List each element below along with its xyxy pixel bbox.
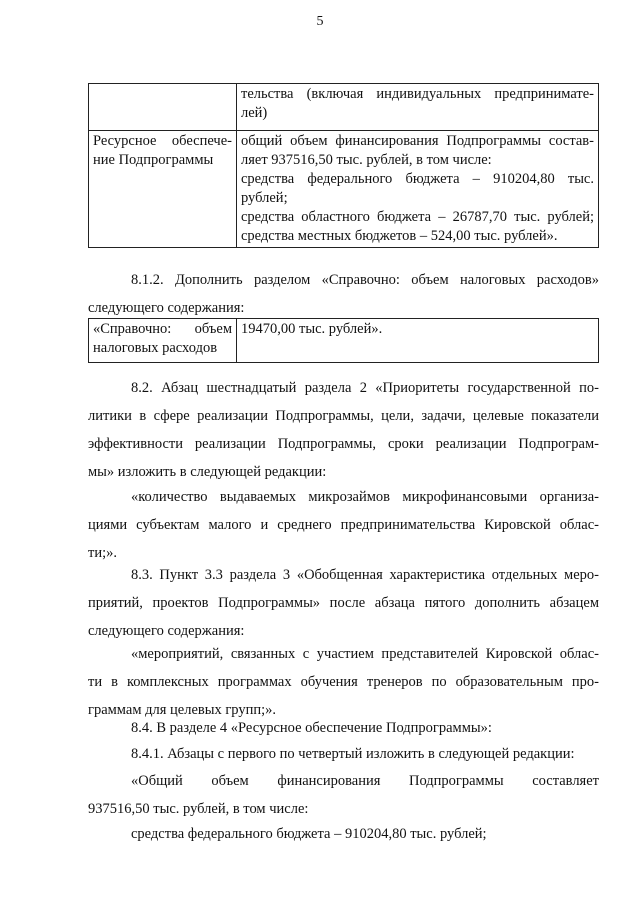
cell-line: Ресурсное обеспече- xyxy=(93,133,232,149)
text-line: 8.1.2. Дополнить разделом «Справочно: объем налоговых расходов» xyxy=(131,272,599,288)
table-cell xyxy=(237,131,599,248)
cell-line: средства областного бюджета – 26787,70 тыс. рублей; xyxy=(241,209,594,225)
paragraph-8-2 xyxy=(88,374,599,486)
text-line: граммам для целевых групп;». xyxy=(88,702,277,718)
table-row xyxy=(89,84,599,131)
page-number: 5 xyxy=(316,14,324,29)
text-line: 8.4.1. Абзацы с первого по четвертый изложить в следующей редакции: xyxy=(131,746,575,762)
cell-line: средства местных бюджетов – 524,00 тыс. рублей». xyxy=(241,228,558,244)
text-line: следующего содержания: xyxy=(88,300,245,316)
text-line: «количество выдаваемых микрозаймов микрофинансовыми организа- xyxy=(131,489,599,505)
quote-8-4-1-federal xyxy=(88,820,599,848)
cell-line: лей) xyxy=(241,105,268,121)
table-cell xyxy=(237,84,599,131)
text-line: средства федерального бюджета – 910204,80 тыс. рублей; xyxy=(131,826,487,842)
text-line: циями субъектам малого и среднего предпринимательства Кировской облас- xyxy=(88,517,599,533)
paragraph-8-3 xyxy=(88,561,599,645)
cell-line: ляет 937516,50 тыс. рублей, в том числе: xyxy=(241,152,492,168)
cell-line: ние Подпрограммы xyxy=(93,152,214,168)
table-cell: 19470,00 тыс. рублей». xyxy=(237,319,599,363)
text-line: «Общий объем финансирования Подпрограммы составляет xyxy=(131,773,599,789)
quote-8-2 xyxy=(88,483,599,567)
tax-expenses-table xyxy=(88,318,599,363)
table-cell-empty xyxy=(89,84,237,131)
quote-8-4-1 xyxy=(88,767,599,823)
text-line: ти;». xyxy=(88,545,117,561)
cell-line: тельства (включая индивидуальных предпринимате- xyxy=(241,86,594,102)
quote-8-3 xyxy=(88,640,599,724)
table-row xyxy=(89,131,599,248)
text-line: следующего содержания: xyxy=(88,623,245,639)
text-line: мы» изложить в следующей редакции: xyxy=(88,464,327,480)
paragraph-8-4-1 xyxy=(88,740,599,768)
resource-table xyxy=(88,83,599,248)
text-line: приятий, проектов Подпрограммы» после абзаца пятого дополнить абзацем xyxy=(88,595,599,611)
text-line: 8.3. Пункт 3.3 раздела 3 «Обобщенная характеристика отдельных меро- xyxy=(131,567,599,583)
table-cell-label xyxy=(89,131,237,248)
table-row xyxy=(89,319,599,363)
cell-line: «Справочно: объем xyxy=(93,321,232,337)
text-line: литики в сфере реализации Подпрограммы, цели, задачи, целевые показатели xyxy=(88,408,599,424)
cell-line: налоговых расходов xyxy=(93,340,218,356)
table-cell-label xyxy=(89,319,237,363)
paragraph-8-4 xyxy=(88,714,599,742)
text-line: 937516,50 тыс. рублей, в том числе: xyxy=(88,801,309,817)
text-line: 8.4. В разделе 4 «Ресурсное обеспечение Подпрограммы»: xyxy=(131,720,492,736)
text-line: эффективности реализации Подпрограммы, сроки реализации Подпрограм- xyxy=(88,436,599,452)
cell-line: общий объем финансирования Подпрограммы состав- xyxy=(241,133,594,149)
text-line: «мероприятий, связанных с участием представителей Кировской облас- xyxy=(131,646,599,662)
paragraph-8-1-2 xyxy=(88,266,599,322)
cell-line: рублей; xyxy=(241,190,288,206)
text-line: ти в комплексных программах обучения тренеров по образовательным про- xyxy=(88,674,599,690)
text-line: 8.2. Абзац шестнадцатый раздела 2 «Приоритеты государственной по- xyxy=(131,380,599,396)
cell-line: средства федерального бюджета – 910204,80 тыс. xyxy=(241,171,594,187)
